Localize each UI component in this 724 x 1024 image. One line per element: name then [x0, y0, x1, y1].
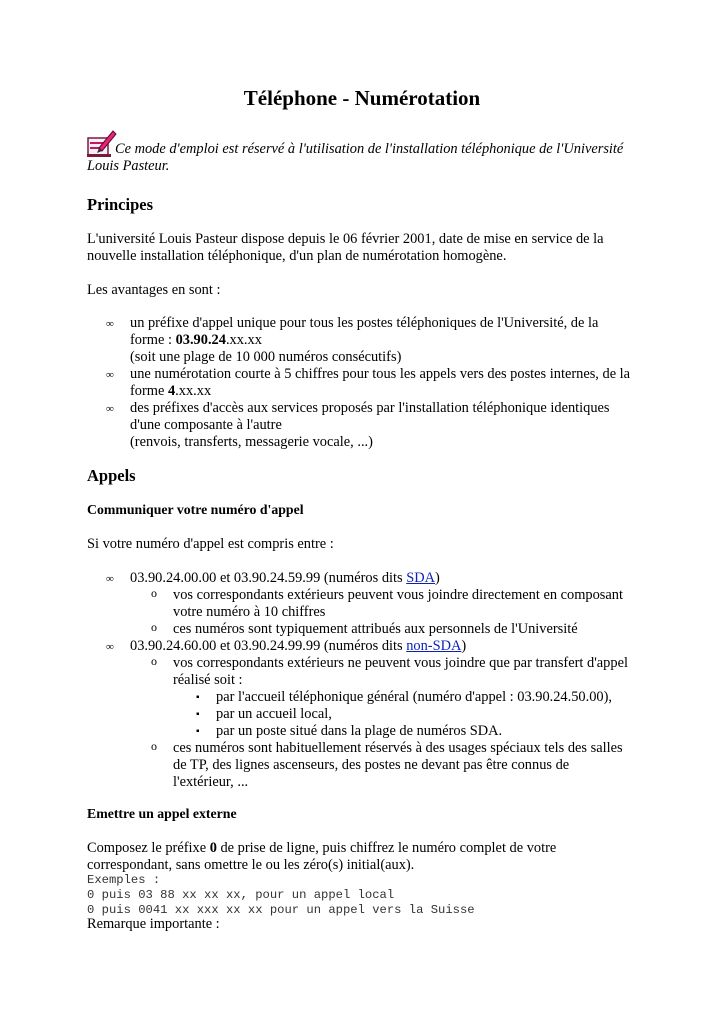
bullet-level3: ▪ [196, 692, 200, 703]
bullet-level1: ∞ [106, 318, 114, 330]
principes-intro-line1: L'université Louis Pasteur dispose depuis le 06 février 2001, date de mise en service de la [87, 231, 604, 247]
heading-appels: Appels [87, 466, 136, 485]
avantage-2-line1: une numérotation courte à 5 chiffres pour tous les appels vers des postes internes, de la [130, 366, 631, 382]
avantage-1-line1: un préfixe d'appel unique pour tous les postes téléphoniques de l'Université, de la [130, 315, 599, 331]
example-1: 0 puis 03 88 xx xx xx, pour un appel local [87, 888, 395, 902]
bullet-level1: ∞ [106, 573, 114, 585]
bullet-level3: ▪ [196, 726, 200, 737]
non-sda-link[interactable]: non-SDA [406, 638, 462, 654]
sda-detail-1-line2: votre numéro à 10 chiffres [173, 604, 326, 620]
avantages-label: Les avantages en sont : [87, 282, 221, 298]
pencil-note-icon [87, 128, 117, 158]
principes-intro-line2: nouvelle installation téléphonique, d'un plan de numérotation homogène. [87, 248, 507, 264]
avantage-3-line2: d'une composante à l'autre [130, 417, 282, 433]
non-sda-detail-2-line3: l'extérieur, ... [173, 774, 249, 790]
subheading-communiquer: Communiquer votre numéro d'appel [87, 502, 304, 517]
heading-principes: Principes [87, 195, 153, 214]
transfer-option-3: par un poste situé dans la plage de numéros SDA. [216, 723, 503, 739]
bullet-level1: ∞ [106, 369, 114, 381]
transfer-option-1: par l'accueil téléphonique général (numéro d'appel : 03.90.24.50.00), [216, 689, 612, 705]
bullet-level1: ∞ [106, 641, 114, 653]
remarque-label: Remarque importante : [87, 916, 220, 932]
compose-line1: Composez le préfixe 0 de prise de ligne, puis chiffrez le numéro complet de votre [87, 840, 557, 856]
avantage-3-line3: (renvois, transferts, messagerie vocale, ...) [130, 434, 373, 450]
compris-label: Si votre numéro d'appel est compris entre : [87, 536, 334, 552]
non-sda-detail-1-line1: vos correspondants extérieurs ne peuvent vous joindre que par transfert d'appel [173, 655, 628, 671]
avantage-2-line2: forme 4.xx.xx [130, 383, 212, 399]
usage-note-text: Ce mode d'emploi est réservé à l'utilisation de l'installation téléphonique de l'Université Louis Pasteur. [87, 141, 624, 174]
avantage-1-line3: (soit une plage de 10 000 numéros consécutifs) [130, 349, 402, 365]
bullet-level1: ∞ [106, 403, 114, 415]
sda-detail-1-line1: vos correspondants extérieurs peuvent vous joindre directement en composant [173, 587, 623, 603]
transfer-option-2: par un accueil local, [216, 706, 332, 722]
sda-link[interactable]: SDA [406, 570, 436, 586]
examples-label: Exemples : [87, 873, 161, 887]
bullet-level2: o [151, 739, 157, 753]
compose-line2: correspondant, sans omettre le ou les zéro(s) initial(aux). [87, 857, 415, 873]
bullet-level2: o [151, 620, 157, 634]
page-title: Téléphone - Numérotation [243, 86, 481, 110]
usage-note [87, 128, 647, 175]
avantage-3-line1: des préfixes d'accès aux services proposés par l'installation téléphonique identiques [130, 400, 610, 416]
bullet-level2: o [151, 654, 157, 668]
avantage-1-line2: forme : 03.90.24.xx.xx [130, 332, 262, 348]
range-non-sda: 03.90.24.60.00 et 03.90.24.99.99 (numéros dits non-SDA) [130, 638, 467, 654]
non-sda-detail-2-line2: de TP, des lignes ascenseurs, des postes ne devant pas être connus de [173, 757, 570, 773]
non-sda-detail-2-line1: ces numéros sont habituellement réservés à des usages spéciaux tels des salles [173, 740, 623, 756]
subheading-emettre: Emettre un appel externe [87, 806, 237, 821]
non-sda-detail-1-line2: réalisé soit : [173, 672, 243, 688]
bullet-level2: o [151, 586, 157, 600]
example-2: 0 puis 0041 xx xxx xx xx pour un appel vers la Suisse [87, 903, 475, 917]
bullet-level3: ▪ [196, 709, 200, 720]
sda-detail-2: ces numéros sont typiquement attribués aux personnels de l'Université [173, 621, 578, 637]
range-sda: 03.90.24.00.00 et 03.90.24.59.99 (numéros dits SDA) [130, 570, 440, 586]
